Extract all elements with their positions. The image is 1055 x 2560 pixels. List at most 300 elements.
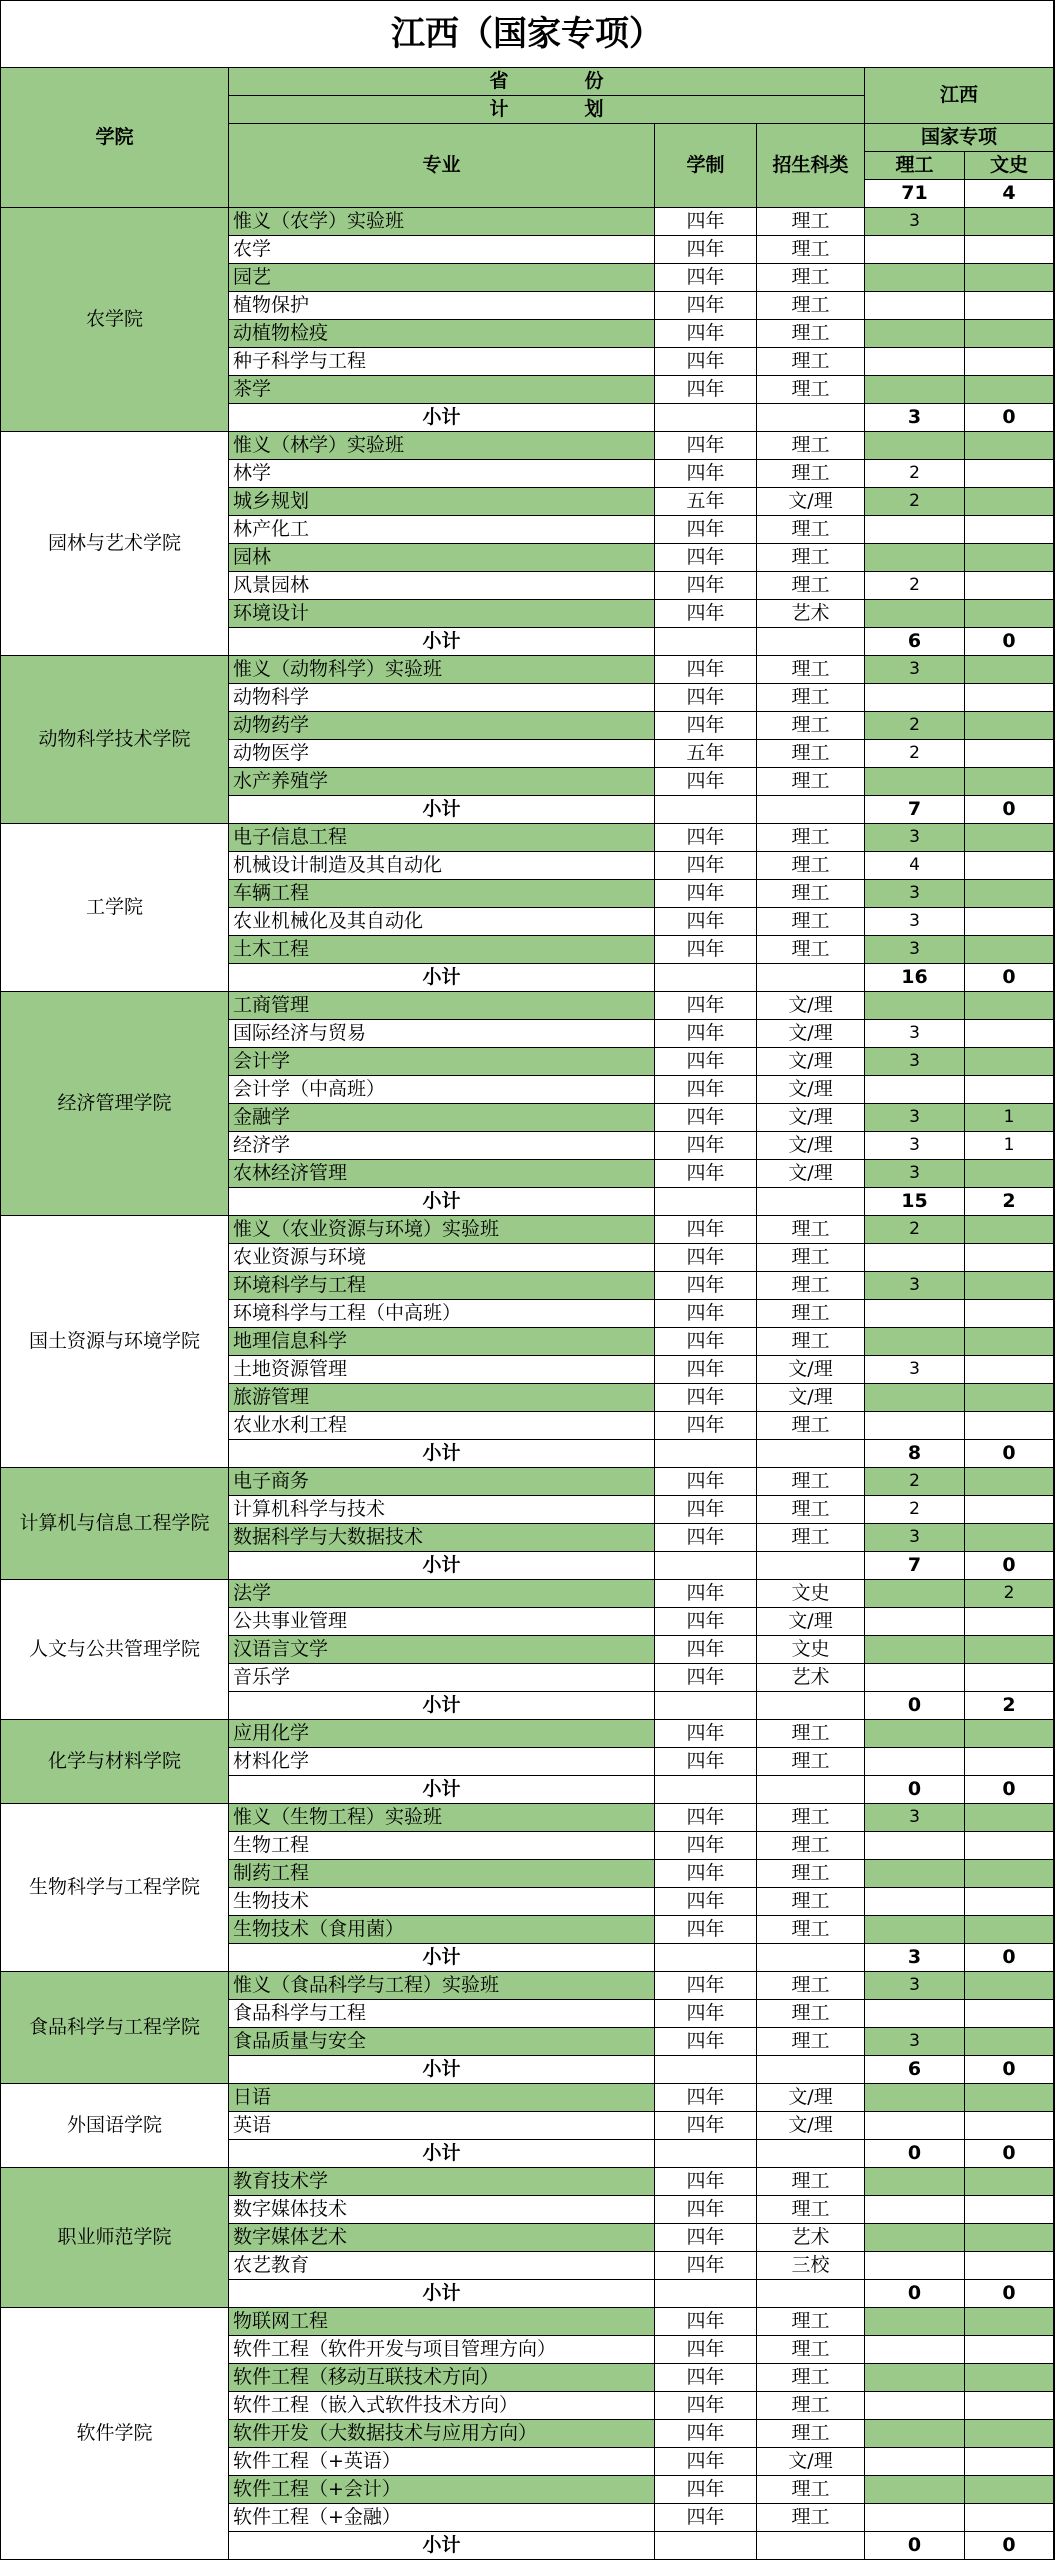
major-name: 软件工程（+金融） [229,2504,655,2532]
subtotal-arts: 0 [965,964,1054,992]
duration-cell: 四年 [655,1300,757,1328]
duration-cell: 五年 [655,488,757,516]
arts-quota-cell [965,880,1054,908]
arts-quota-cell [965,1804,1054,1832]
major-name: 软件工程（嵌入式软件技术方向） [229,2392,655,2420]
duration-cell: 四年 [655,936,757,964]
duration-cell: 四年 [655,600,757,628]
college-name: 外国语学院 [1,2084,229,2168]
duration-cell: 四年 [655,572,757,600]
arts-quota-cell [965,432,1054,460]
arts-quota-cell [965,1608,1054,1636]
arts-quota-cell [965,1020,1054,1048]
duration-cell: 四年 [655,1888,757,1916]
duration-cell: 四年 [655,432,757,460]
category-cell: 理工 [757,1496,865,1524]
arts-quota-cell [965,1664,1054,1692]
category-cell: 理工 [757,1272,865,1300]
science-quota-cell [865,2112,965,2140]
arts-quota-cell [965,544,1054,572]
duration-cell: 四年 [655,1356,757,1384]
category-cell: 文史 [757,1580,865,1608]
major-name: 会计学 [229,1048,655,1076]
duration-cell: 四年 [655,2392,757,2420]
arts-quota-cell [965,460,1054,488]
subtotal-science: 8 [865,1440,965,1468]
duration-cell: 四年 [655,2196,757,2224]
category-cell: 理工 [757,768,865,796]
category-cell: 文/理 [757,1048,865,1076]
category-cell: 文/理 [757,1020,865,1048]
duration-cell: 四年 [655,208,757,236]
duration-cell: 四年 [655,264,757,292]
subtotal-empty [757,1776,865,1804]
science-quota-cell [865,1300,965,1328]
category-cell: 理工 [757,572,865,600]
duration-cell: 四年 [655,684,757,712]
category-cell: 理工 [757,1748,865,1776]
category-cell: 理工 [757,432,865,460]
header-plan-type: 国家专项 [865,124,1054,152]
category-cell: 理工 [757,2476,865,2504]
category-cell: 理工 [757,292,865,320]
category-cell: 理工 [757,740,865,768]
arts-quota-cell [965,488,1054,516]
subtotal-empty [655,1944,757,1972]
major-name: 生物技术 [229,1888,655,1916]
category-cell: 理工 [757,2364,865,2392]
arts-quota-cell [965,600,1054,628]
arts-quota-cell [965,516,1054,544]
duration-cell: 四年 [655,1412,757,1440]
arts-quota-cell [965,2364,1054,2392]
subtotal-empty [655,404,757,432]
major-name: 会计学（中高班） [229,1076,655,1104]
subtotal-empty [655,964,757,992]
science-quota-cell: 2 [865,460,965,488]
college-name: 软件学院 [1,2308,229,2560]
category-cell: 艺术 [757,600,865,628]
arts-quota-cell [965,1860,1054,1888]
category-cell: 理工 [757,1468,865,1496]
duration-cell: 四年 [655,1384,757,1412]
duration-cell: 四年 [655,544,757,572]
category-cell: 文/理 [757,1132,865,1160]
subtotal-label: 小计 [229,1944,655,1972]
major-name: 食品科学与工程 [229,2000,655,2028]
arts-quota-cell [965,712,1054,740]
subtotal-label: 小计 [229,1692,655,1720]
major-name: 经济学 [229,1132,655,1160]
subtotal-label: 小计 [229,2056,655,2084]
duration-cell: 四年 [655,1328,757,1356]
arts-quota-cell [965,2028,1054,2056]
header-plan-label: 计 划 [229,96,865,124]
category-cell: 理工 [757,1860,865,1888]
science-quota-cell: 2 [865,712,965,740]
arts-quota-cell [965,1916,1054,1944]
science-quota-cell [865,1328,965,1356]
arts-quota-cell [965,348,1054,376]
arts-quota-cell [965,376,1054,404]
science-quota-cell [865,2224,965,2252]
major-name: 环境科学与工程（中高班） [229,1300,655,1328]
duration-cell: 四年 [655,2084,757,2112]
arts-quota-cell [965,1244,1054,1272]
subtotal-empty [655,796,757,824]
subtotal-label: 小计 [229,628,655,656]
arts-quota-cell [965,1048,1054,1076]
duration-cell: 四年 [655,2112,757,2140]
category-cell: 文/理 [757,1160,865,1188]
arts-quota-cell [965,684,1054,712]
science-quota-cell: 3 [865,936,965,964]
category-cell: 理工 [757,852,865,880]
arts-quota-cell: 2 [965,1580,1054,1608]
science-quota-cell: 2 [865,488,965,516]
major-name: 应用化学 [229,1720,655,1748]
science-quota-cell: 3 [865,656,965,684]
subtotal-label: 小计 [229,2140,655,2168]
category-cell: 理工 [757,544,865,572]
duration-cell: 四年 [655,1104,757,1132]
subtotal-label: 小计 [229,1440,655,1468]
arts-quota-cell [965,236,1054,264]
major-name: 生物技术（食用菌） [229,1916,655,1944]
subtotal-label: 小计 [229,1776,655,1804]
category-cell: 理工 [757,2308,865,2336]
major-name: 农业资源与环境 [229,1244,655,1272]
subtotal-empty [757,2280,865,2308]
subtotal-empty [655,1188,757,1216]
duration-cell: 四年 [655,2336,757,2364]
category-cell: 文/理 [757,2112,865,2140]
arts-quota-cell [965,1468,1054,1496]
major-name: 动物科学 [229,684,655,712]
arts-quota-cell [965,1720,1054,1748]
arts-quota-cell [965,2392,1054,2420]
subtotal-science: 0 [865,1692,965,1720]
subtotal-label: 小计 [229,2532,655,2560]
duration-cell: 四年 [655,1804,757,1832]
duration-cell: 四年 [655,348,757,376]
duration-cell: 四年 [655,1272,757,1300]
science-quota-cell [865,1076,965,1104]
duration-cell: 四年 [655,1468,757,1496]
arts-quota-cell [965,2000,1054,2028]
subtotal-arts: 0 [965,1552,1054,1580]
category-cell: 理工 [757,516,865,544]
arts-quota-cell [965,1356,1054,1384]
arts-quota-cell [965,2084,1054,2112]
duration-cell: 四年 [655,852,757,880]
subtotal-science: 7 [865,1552,965,1580]
science-quota-cell [865,2084,965,2112]
subtotal-arts: 0 [965,2532,1054,2560]
category-cell: 理工 [757,712,865,740]
major-name: 林产化工 [229,516,655,544]
major-name: 数字媒体艺术 [229,2224,655,2252]
major-name: 软件工程（+会计） [229,2476,655,2504]
arts-quota-cell [965,1328,1054,1356]
major-name: 机械设计制造及其自动化 [229,852,655,880]
major-name: 制药工程 [229,1860,655,1888]
major-name: 农艺教育 [229,2252,655,2280]
duration-cell: 四年 [655,2028,757,2056]
duration-cell: 四年 [655,880,757,908]
arts-quota-cell [965,2112,1054,2140]
science-quota-cell [865,2364,965,2392]
total-arts: 4 [965,180,1054,208]
duration-cell: 四年 [655,712,757,740]
total-science: 71 [865,180,965,208]
major-name: 环境设计 [229,600,655,628]
science-quota-cell [865,516,965,544]
subtotal-empty [655,2532,757,2560]
major-name: 数据科学与大数据技术 [229,1524,655,1552]
category-cell: 理工 [757,1972,865,2000]
science-quota-cell [865,320,965,348]
duration-cell: 四年 [655,1524,757,1552]
arts-quota-cell [965,656,1054,684]
science-quota-cell [865,600,965,628]
category-cell: 理工 [757,2196,865,2224]
subtotal-empty [655,2140,757,2168]
category-cell: 理工 [757,236,865,264]
arts-quota-cell [965,1272,1054,1300]
major-name: 工商管理 [229,992,655,1020]
science-quota-cell: 3 [865,1160,965,1188]
duration-cell: 四年 [655,1048,757,1076]
category-cell: 文/理 [757,1104,865,1132]
arts-quota-cell [965,2224,1054,2252]
subtotal-empty [757,1692,865,1720]
category-cell: 理工 [757,376,865,404]
science-quota-cell: 3 [865,1804,965,1832]
duration-cell: 四年 [655,1832,757,1860]
arts-quota-cell: 1 [965,1132,1054,1160]
subtotal-science: 0 [865,2532,965,2560]
duration-cell: 四年 [655,1076,757,1104]
major-name: 数字媒体技术 [229,2196,655,2224]
subtotal-arts: 0 [965,1440,1054,1468]
major-name: 植物保护 [229,292,655,320]
category-cell: 理工 [757,320,865,348]
arts-quota-cell [965,1748,1054,1776]
major-name: 汉语言文学 [229,1636,655,1664]
science-quota-cell [865,2168,965,2196]
college-name: 生物科学与工程学院 [1,1804,229,1972]
major-name: 惟义（生物工程）实验班 [229,1804,655,1832]
science-quota-cell [865,768,965,796]
duration-cell: 四年 [655,2000,757,2028]
category-cell: 理工 [757,264,865,292]
duration-cell: 四年 [655,768,757,796]
major-name: 材料化学 [229,1748,655,1776]
major-name: 农林经济管理 [229,1160,655,1188]
category-cell: 文/理 [757,1356,865,1384]
major-name: 园艺 [229,264,655,292]
category-cell: 理工 [757,460,865,488]
subtotal-arts: 0 [965,404,1054,432]
arts-quota-cell [965,2168,1054,2196]
science-quota-cell: 2 [865,740,965,768]
arts-quota-cell [965,2308,1054,2336]
major-name: 动物药学 [229,712,655,740]
duration-cell: 四年 [655,292,757,320]
duration-cell: 四年 [655,2504,757,2532]
category-cell: 理工 [757,2392,865,2420]
sheet-title: 江西（国家专项） [1,1,1054,68]
science-quota-cell [865,1608,965,1636]
science-quota-cell [865,2252,965,2280]
category-cell: 文/理 [757,1608,865,1636]
science-quota-cell: 4 [865,852,965,880]
science-quota-cell: 3 [865,908,965,936]
arts-quota-cell [965,572,1054,600]
duration-cell: 四年 [655,1636,757,1664]
category-cell: 理工 [757,208,865,236]
subtotal-label: 小计 [229,796,655,824]
subtotal-arts: 0 [965,2056,1054,2084]
science-quota-cell: 3 [865,880,965,908]
science-quota-cell: 2 [865,1216,965,1244]
arts-quota-cell [965,2504,1054,2532]
college-name: 农学院 [1,208,229,432]
duration-cell: 四年 [655,460,757,488]
subtotal-empty [655,1692,757,1720]
arts-quota-cell [965,1496,1054,1524]
subtotal-arts: 0 [965,2140,1054,2168]
subtotal-empty [757,2140,865,2168]
arts-quota-cell [965,824,1054,852]
category-cell: 理工 [757,1832,865,1860]
science-quota-cell: 3 [865,1356,965,1384]
major-name: 食品质量与安全 [229,2028,655,2056]
science-quota-cell [865,1832,965,1860]
category-cell: 艺术 [757,2224,865,2252]
category-cell: 理工 [757,1804,865,1832]
science-quota-cell [865,1916,965,1944]
arts-quota-cell [965,2476,1054,2504]
category-cell: 理工 [757,2000,865,2028]
category-cell: 理工 [757,1412,865,1440]
science-quota-cell [865,2196,965,2224]
major-name: 农学 [229,236,655,264]
major-name: 环境科学与工程 [229,1272,655,1300]
subtotal-science: 7 [865,796,965,824]
major-name: 物联网工程 [229,2308,655,2336]
science-quota-cell [865,2476,965,2504]
duration-cell: 四年 [655,824,757,852]
duration-cell: 四年 [655,1748,757,1776]
arts-quota-cell [965,1636,1054,1664]
major-name: 计算机科学与技术 [229,1496,655,1524]
science-quota-cell [865,292,965,320]
subtotal-science: 6 [865,628,965,656]
category-cell: 文/理 [757,992,865,1020]
subtotal-empty [655,1552,757,1580]
duration-cell: 四年 [655,1860,757,1888]
category-cell: 三校 [757,2252,865,2280]
subtotal-label: 小计 [229,2280,655,2308]
college-name: 化学与材料学院 [1,1720,229,1804]
category-cell: 理工 [757,1216,865,1244]
subtotal-empty [757,2056,865,2084]
subtotal-science: 0 [865,1776,965,1804]
subtotal-empty [757,628,865,656]
major-name: 惟义（农学）实验班 [229,208,655,236]
duration-cell: 四年 [655,1664,757,1692]
arts-quota-cell [965,936,1054,964]
subtotal-empty [757,2532,865,2560]
duration-cell: 四年 [655,2420,757,2448]
major-name: 城乡规划 [229,488,655,516]
duration-cell: 四年 [655,2476,757,2504]
category-cell: 理工 [757,1916,865,1944]
header-major: 专业 [229,124,655,208]
major-name: 音乐学 [229,1664,655,1692]
science-quota-cell: 2 [865,1496,965,1524]
duration-cell: 四年 [655,516,757,544]
major-name: 电子信息工程 [229,824,655,852]
subtotal-science: 0 [865,2140,965,2168]
science-quota-cell [865,348,965,376]
science-quota-cell [865,1748,965,1776]
duration-cell: 四年 [655,2252,757,2280]
subtotal-empty [655,1440,757,1468]
college-name: 经济管理学院 [1,992,229,1216]
subtotal-empty [757,1944,865,1972]
major-name: 日语 [229,2084,655,2112]
category-cell: 艺术 [757,1664,865,1692]
subtotal-empty [757,1188,865,1216]
category-cell: 理工 [757,348,865,376]
category-cell: 文/理 [757,2084,865,2112]
science-quota-cell [865,684,965,712]
duration-cell: 四年 [655,1244,757,1272]
arts-quota-cell [965,1300,1054,1328]
major-name: 风景园林 [229,572,655,600]
science-quota-cell: 3 [865,208,965,236]
science-quota-cell [865,2448,965,2476]
major-name: 电子商务 [229,1468,655,1496]
major-name: 园林 [229,544,655,572]
major-name: 林学 [229,460,655,488]
duration-cell: 四年 [655,908,757,936]
arts-quota-cell [965,2252,1054,2280]
science-quota-cell [865,236,965,264]
science-quota-cell [865,1860,965,1888]
arts-quota-cell [965,740,1054,768]
arts-quota-cell [965,1160,1054,1188]
header-duration: 学制 [655,124,757,208]
category-cell: 文/理 [757,1384,865,1412]
duration-cell: 四年 [655,1608,757,1636]
duration-cell: 五年 [655,740,757,768]
duration-cell: 四年 [655,236,757,264]
arts-quota-cell [965,320,1054,348]
arts-quota-cell [965,1076,1054,1104]
duration-cell: 四年 [655,376,757,404]
arts-quota-cell [965,1972,1054,2000]
header-province: 江西 [865,68,1054,124]
subtotal-empty [655,1776,757,1804]
subtotal-label: 小计 [229,964,655,992]
duration-cell: 四年 [655,1916,757,1944]
major-name: 旅游管理 [229,1384,655,1412]
science-quota-cell: 3 [865,1524,965,1552]
